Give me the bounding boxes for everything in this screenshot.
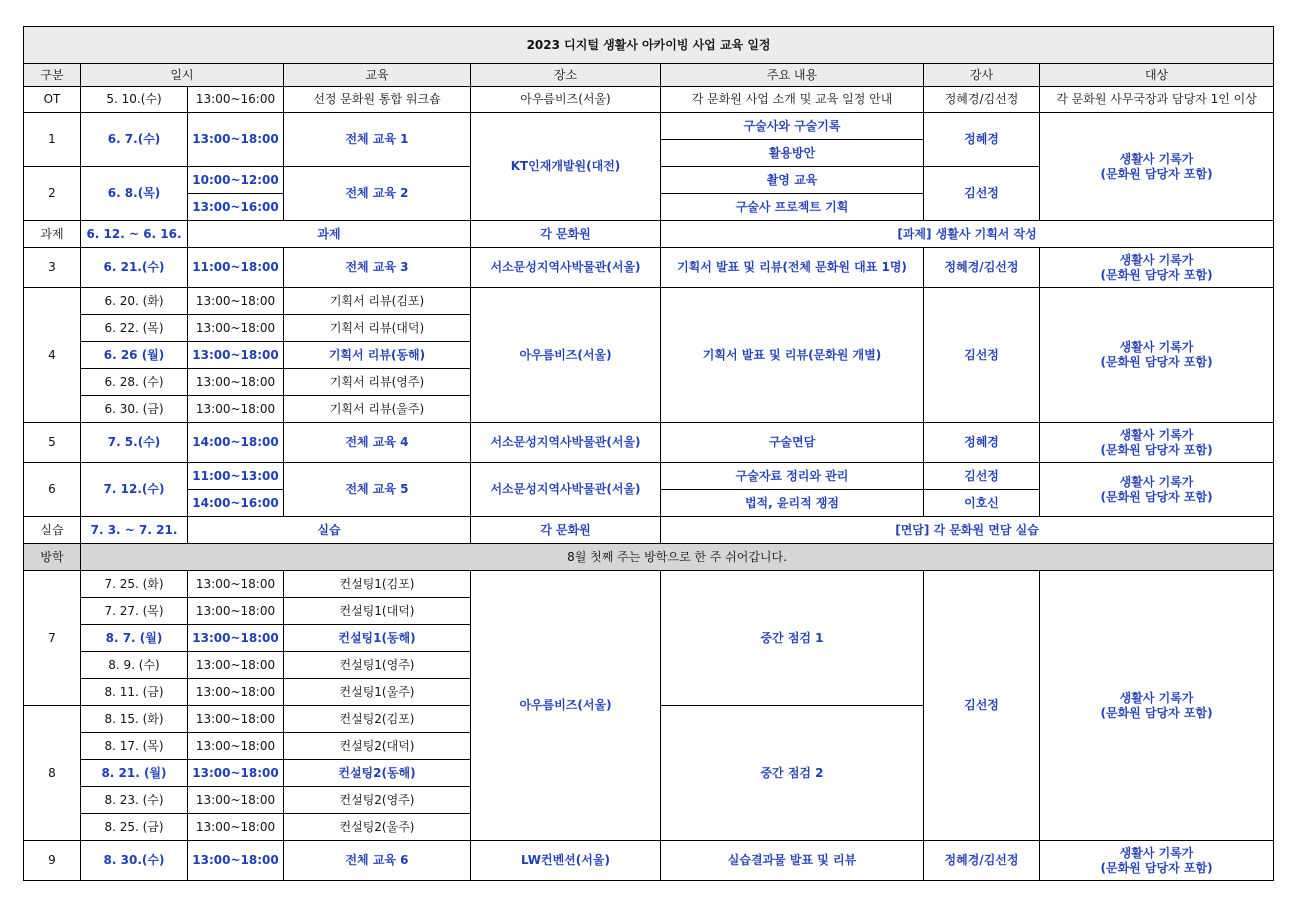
s8-date-3: 8. 21. (월) (81, 760, 188, 787)
practice-date: 7. 3. ~ 7. 21. (81, 517, 188, 544)
s8-time-1: 13:00~18:00 (188, 706, 284, 733)
s78-instructor: 김선정 (924, 571, 1040, 841)
s9-education: 전체 교육 6 (284, 841, 471, 881)
task-education: 과제 (188, 221, 471, 248)
s6-venue: 서소문성지역사박물관(서울) (471, 463, 661, 517)
s6-content-a: 구술자료 정리와 관리 (661, 463, 924, 490)
task-content: [과제] 생활사 기획서 작성 (661, 221, 1274, 248)
s7-time-1: 13:00~18:00 (188, 571, 284, 598)
s1-instructor: 정혜경 (924, 113, 1040, 167)
s8-time-3: 13:00~18:00 (188, 760, 284, 787)
header-category: 구분 (24, 64, 81, 87)
practice-venue: 각 문화원 (471, 517, 661, 544)
s7-education-4: 컨설팅1(영주) (284, 652, 471, 679)
header-content: 주요 내용 (661, 64, 924, 87)
vacation-note: 8월 첫째 주는 방학으로 한 주 쉬어갑니다. (81, 544, 1274, 571)
s6-date: 7. 12.(수) (81, 463, 188, 517)
table-row-session-7 (24, 571, 1274, 598)
s7-education-1: 컨설팅1(김포) (284, 571, 471, 598)
s5-content: 구술면담 (661, 423, 924, 463)
s9-venue: LW컨벤션(서울) (471, 841, 661, 881)
task-category: 과제 (24, 221, 81, 248)
s6-instructor-a: 김선정 (924, 463, 1040, 490)
s8-date-2: 8. 17. (목) (81, 733, 188, 760)
practice-content: [면담] 각 문화원 면담 실습 (661, 517, 1274, 544)
s1-date: 6. 7.(수) (81, 113, 188, 167)
s12-venue: KT인재개발원(대전) (471, 113, 661, 221)
header-education: 교육 (284, 64, 471, 87)
page-title: 2023 디지털 생활사 아카이빙 사업 교육 일정 (24, 27, 1274, 64)
s4-time-3: 13:00~18:00 (188, 342, 284, 369)
s8-date-1: 8. 15. (화) (81, 706, 188, 733)
s2-instructor: 김선정 (924, 167, 1040, 221)
s6-time-a: 11:00~13:00 (188, 463, 284, 490)
table-row-vacation (24, 544, 1274, 571)
task-date: 6. 12. ~ 6. 16. (81, 221, 188, 248)
header-venue: 장소 (471, 64, 661, 87)
s4-time-4: 13:00~18:00 (188, 369, 284, 396)
ot-instructor: 정혜경/김선정 (924, 87, 1040, 113)
s7-content: 중간 점검 1 (661, 571, 924, 706)
task-venue: 각 문화원 (471, 221, 661, 248)
s2-date: 6. 8.(목) (81, 167, 188, 221)
s5-date: 7. 5.(수) (81, 423, 188, 463)
ot-venue: 아우름비즈(서울) (471, 87, 661, 113)
s8-education-1: 컨설팅2(김포) (284, 706, 471, 733)
s6-instructor-b: 이호신 (924, 490, 1040, 517)
schedule-table (23, 26, 1274, 881)
s8-content: 중간 점검 2 (661, 706, 924, 841)
s8-education-5: 컨설팅2(울주) (284, 814, 471, 841)
s7-education-3: 컨설팅1(동해) (284, 625, 471, 652)
s12-target: 생활사 기록가 (문화원 담당자 포함) (1040, 113, 1274, 221)
ot-content: 각 문화원 사업 소개 및 교육 일정 안내 (661, 87, 924, 113)
s2-education: 전체 교육 2 (284, 167, 471, 221)
table-row-session-1 (24, 113, 1274, 140)
header-datetime: 일시 (81, 64, 284, 87)
s4-time-5: 13:00~18:00 (188, 396, 284, 423)
s3-education: 전체 교육 3 (284, 248, 471, 288)
s3-content: 기획서 발표 및 리뷰(전체 문화원 대표 1명) (661, 248, 924, 288)
table-row-task (24, 221, 1274, 248)
s7-education-5: 컨설팅1(울주) (284, 679, 471, 706)
s1-time: 13:00~18:00 (188, 113, 284, 167)
s4-category: 4 (24, 288, 81, 423)
table-row-session-4 (24, 288, 1274, 315)
s7-date-2: 7. 27. (목) (81, 598, 188, 625)
s2-time-b: 13:00~16:00 (188, 194, 284, 221)
s2-content-b: 구술사 프로젝트 기획 (661, 194, 924, 221)
s4-date-3: 6. 26 (월) (81, 342, 188, 369)
s9-date: 8. 30.(수) (81, 841, 188, 881)
s4-education-5: 기획서 리뷰(울주) (284, 396, 471, 423)
s7-category: 7 (24, 571, 81, 706)
s8-time-4: 13:00~18:00 (188, 787, 284, 814)
s2-content-a: 촬영 교육 (661, 167, 924, 194)
s5-category: 5 (24, 423, 81, 463)
table-row-session-6 (24, 463, 1274, 490)
s6-target: 생활사 기록가 (문화원 담당자 포함) (1040, 463, 1274, 517)
s8-category: 8 (24, 706, 81, 841)
practice-category: 실습 (24, 517, 81, 544)
s8-date-4: 8. 23. (수) (81, 787, 188, 814)
s3-instructor: 정혜경/김선정 (924, 248, 1040, 288)
s4-date-5: 6. 30. (금) (81, 396, 188, 423)
s5-target: 생활사 기록가 (문화원 담당자 포함) (1040, 423, 1274, 463)
s5-time: 14:00~18:00 (188, 423, 284, 463)
s4-target: 생활사 기록가 (문화원 담당자 포함) (1040, 288, 1274, 423)
s6-education: 전체 교육 5 (284, 463, 471, 517)
s7-time-5: 13:00~18:00 (188, 679, 284, 706)
table-row-practice (24, 517, 1274, 544)
s8-education-4: 컨설팅2(영주) (284, 787, 471, 814)
s1-content-a: 구술사와 구술기록 (661, 113, 924, 140)
header-instructor: 강사 (924, 64, 1040, 87)
s4-content: 기획서 발표 및 리뷰(문화원 개별) (661, 288, 924, 423)
s1-education: 전체 교육 1 (284, 113, 471, 167)
s9-target: 생활사 기록가 (문화원 담당자 포함) (1040, 841, 1274, 881)
s2-time-a: 10:00~12:00 (188, 167, 284, 194)
s4-venue: 아우름비즈(서울) (471, 288, 661, 423)
s4-education-1: 기획서 리뷰(김포) (284, 288, 471, 315)
s4-date-4: 6. 28. (수) (81, 369, 188, 396)
s6-time-b: 14:00~16:00 (188, 490, 284, 517)
s5-instructor: 정혜경 (924, 423, 1040, 463)
s3-target: 생활사 기록가 (문화원 담당자 포함) (1040, 248, 1274, 288)
s3-date: 6. 21.(수) (81, 248, 188, 288)
s8-education-3: 컨설팅2(동해) (284, 760, 471, 787)
s4-education-3: 기획서 리뷰(동해) (284, 342, 471, 369)
s4-date-2: 6. 22. (목) (81, 315, 188, 342)
s4-time-1: 13:00~18:00 (188, 288, 284, 315)
ot-target: 각 문화원 사무국장과 담당자 1인 이상 (1040, 87, 1274, 113)
table-row-session-9 (24, 841, 1274, 881)
s4-education-4: 기획서 리뷰(영주) (284, 369, 471, 396)
practice-education: 실습 (188, 517, 471, 544)
table-row-session-3 (24, 248, 1274, 288)
s1-category: 1 (24, 113, 81, 167)
s4-instructor: 김선정 (924, 288, 1040, 423)
s78-target: 생활사 기록가 (문화원 담당자 포함) (1040, 571, 1274, 841)
s9-content: 실습결과물 발표 및 리뷰 (661, 841, 924, 881)
s5-venue: 서소문성지역사박물관(서울) (471, 423, 661, 463)
s4-education-2: 기획서 리뷰(대덕) (284, 315, 471, 342)
table-row-session-5 (24, 423, 1274, 463)
s7-time-2: 13:00~18:00 (188, 598, 284, 625)
s7-education-2: 컨설팅1(대덕) (284, 598, 471, 625)
s3-time: 11:00~18:00 (188, 248, 284, 288)
s2-category: 2 (24, 167, 81, 221)
vacation-category: 방학 (24, 544, 81, 571)
s8-education-2: 컨설팅2(대덕) (284, 733, 471, 760)
s7-date-3: 8. 7. (월) (81, 625, 188, 652)
s6-content-b: 법적, 윤리적 쟁점 (661, 490, 924, 517)
s9-time: 13:00~18:00 (188, 841, 284, 881)
ot-education: 선정 문화원 통합 워크숍 (284, 87, 471, 113)
s4-time-2: 13:00~18:00 (188, 315, 284, 342)
s9-category: 9 (24, 841, 81, 881)
s4-date-1: 6. 20. (화) (81, 288, 188, 315)
s9-instructor: 정혜경/김선정 (924, 841, 1040, 881)
s7-time-4: 13:00~18:00 (188, 652, 284, 679)
ot-category: OT (24, 87, 81, 113)
s7-time-3: 13:00~18:00 (188, 625, 284, 652)
ot-time: 13:00~16:00 (188, 87, 284, 113)
s1-content-b: 활용방안 (661, 140, 924, 167)
s3-venue: 서소문성지역사박물관(서울) (471, 248, 661, 288)
s7-date-4: 8. 9. (수) (81, 652, 188, 679)
s5-education: 전체 교육 4 (284, 423, 471, 463)
header-target: 대상 (1040, 64, 1274, 87)
ot-date: 5. 10.(수) (81, 87, 188, 113)
s7-date-5: 8. 11. (금) (81, 679, 188, 706)
table-row-ot (24, 87, 1274, 113)
s7-date-1: 7. 25. (화) (81, 571, 188, 598)
s3-category: 3 (24, 248, 81, 288)
s8-time-2: 13:00~18:00 (188, 733, 284, 760)
s8-date-5: 8. 25. (금) (81, 814, 188, 841)
s6-category: 6 (24, 463, 81, 517)
s8-time-5: 13:00~18:00 (188, 814, 284, 841)
s78-venue: 아우름비즈(서울) (471, 571, 661, 841)
